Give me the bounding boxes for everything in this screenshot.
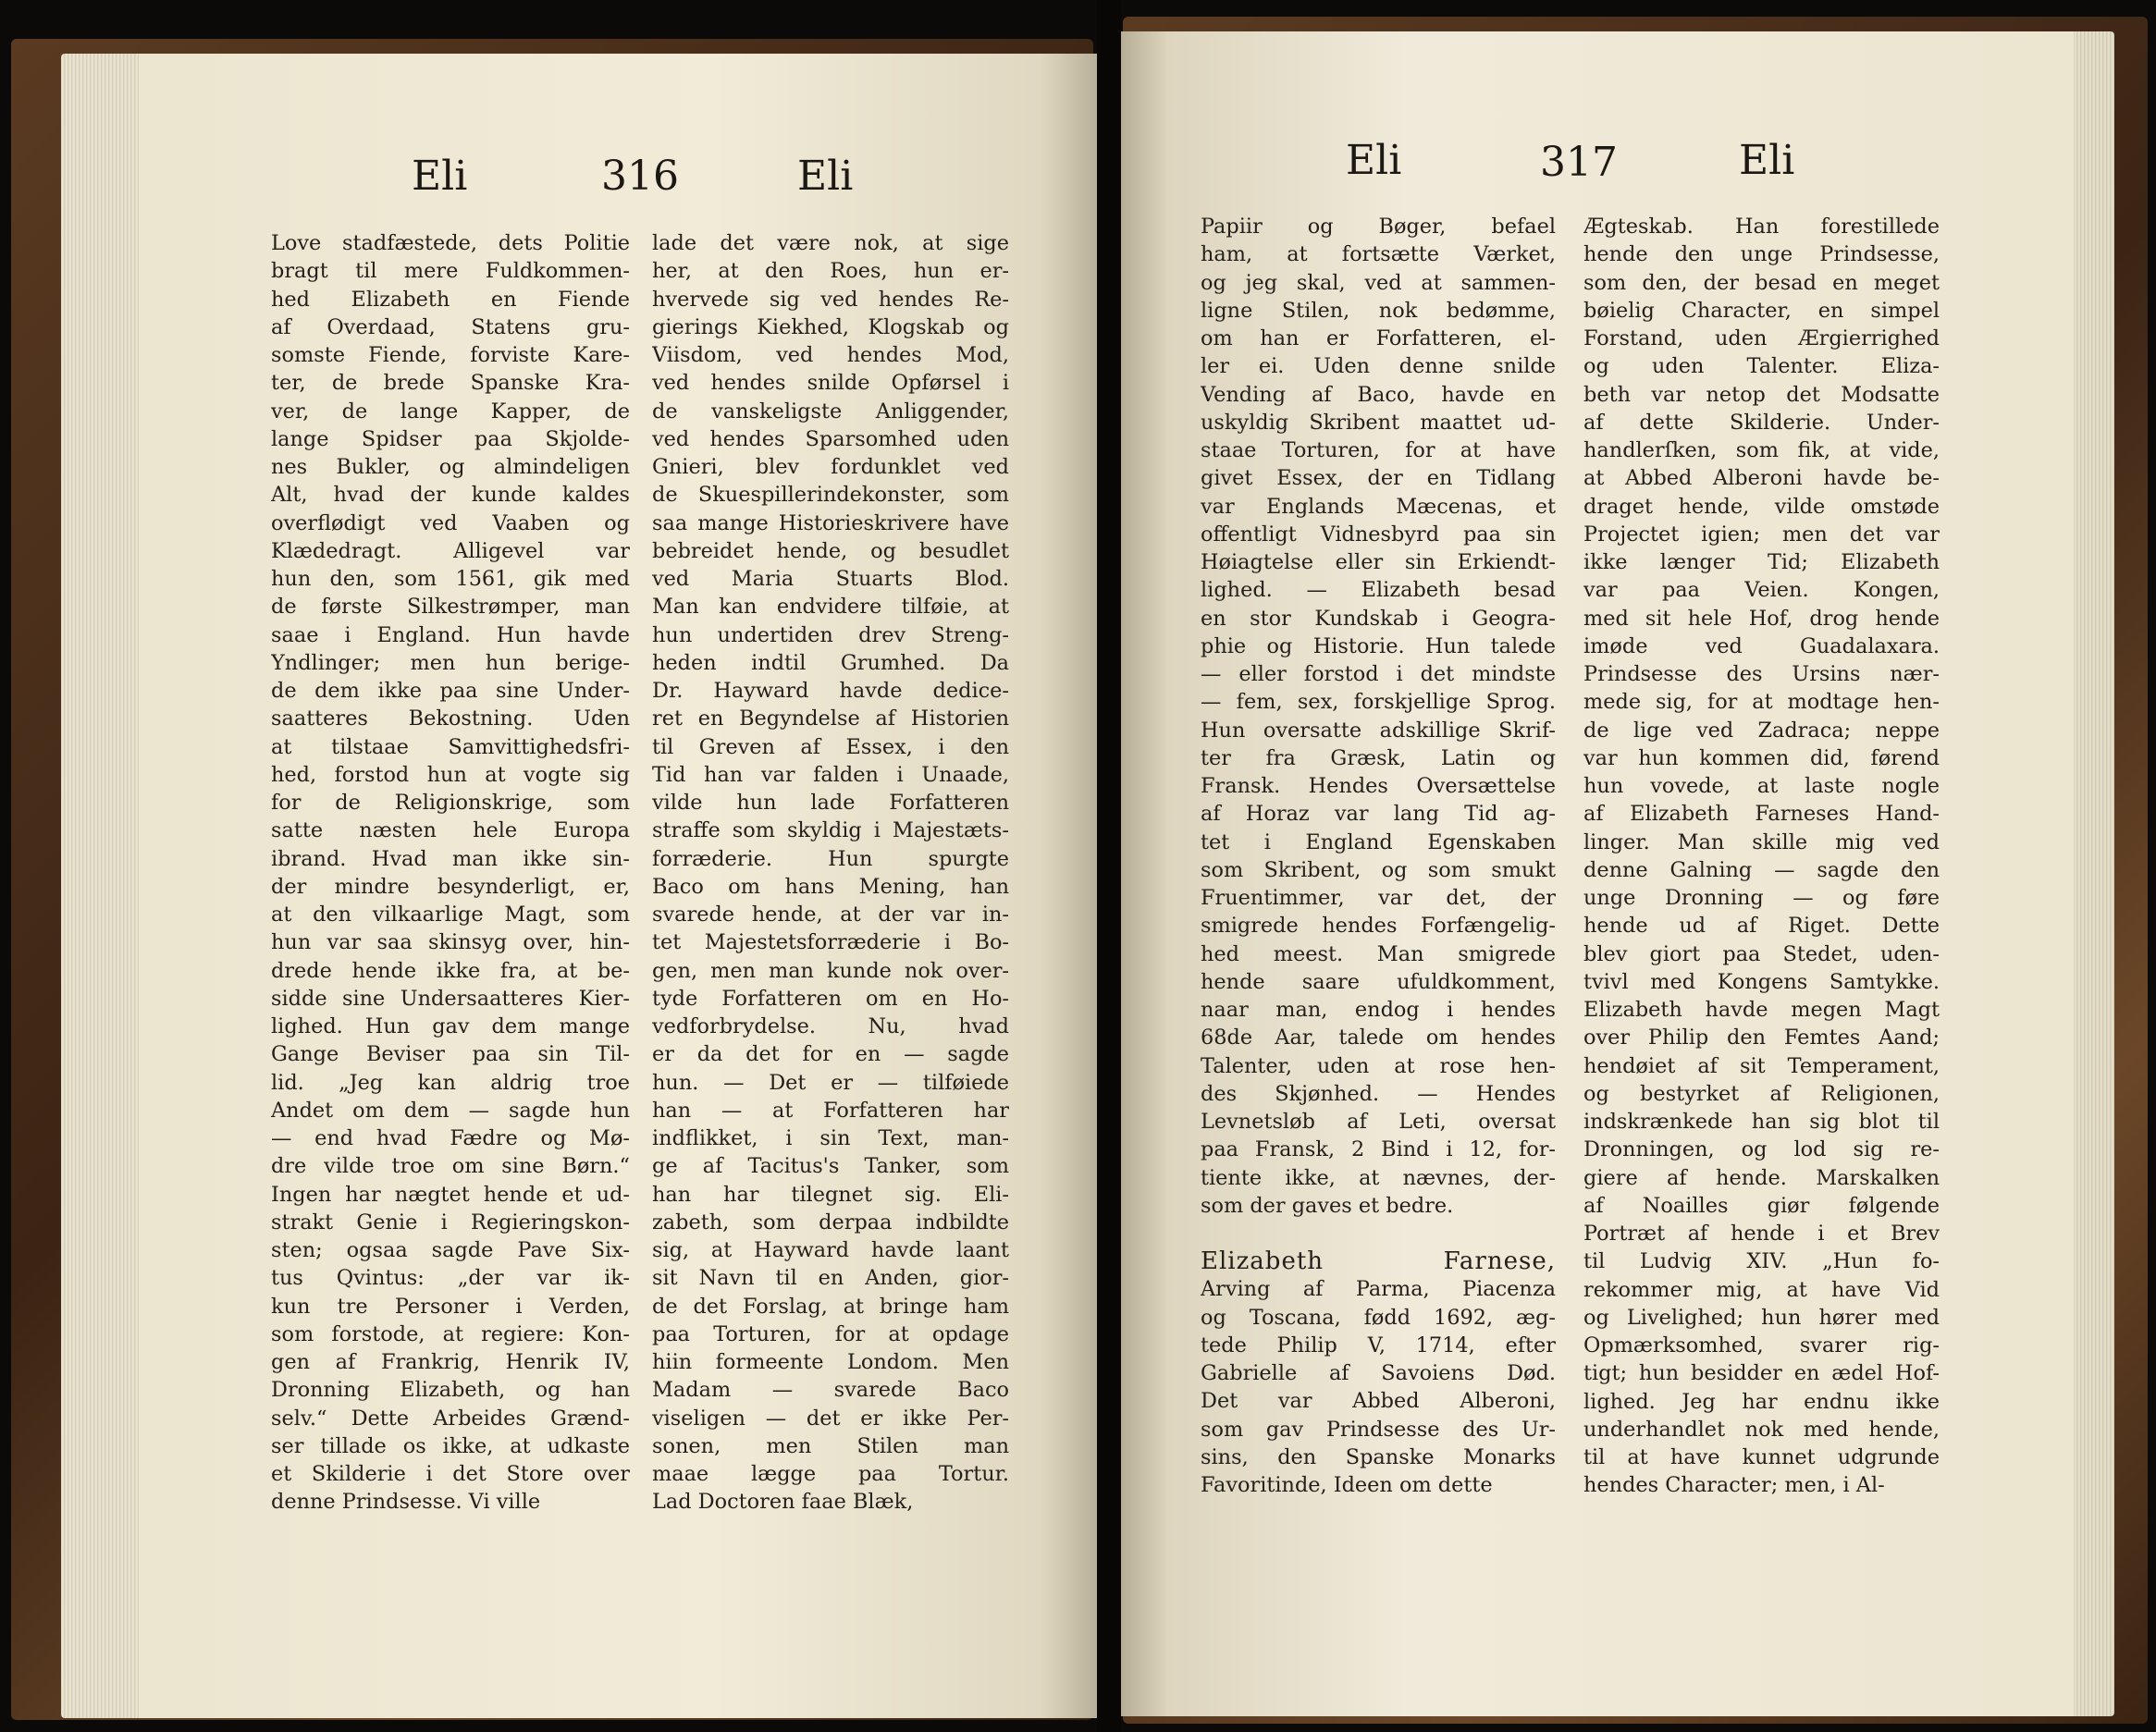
text-line: hende saare ufuldkomment, — [1201, 969, 1556, 994]
text-line: af dette Skilderie. Under- — [1583, 410, 1940, 435]
text-line: viseligen — det er ikke Per- — [652, 1406, 1009, 1431]
text-line: handlerſken, som fik, at vide, — [1583, 438, 1940, 462]
text-line: Andet om dem — sagde hun — [271, 1098, 630, 1123]
text-line: hiin formeente Londom. Men — [652, 1350, 1009, 1374]
text-line: Fruentimmer, var det, der — [1201, 886, 1556, 910]
text-line: naar man, endog i hendes — [1201, 998, 1556, 1022]
text-line: Vending af Baco, havde en — [1201, 382, 1556, 407]
text-line: Dronningen, og lod sig re- — [1583, 1137, 1940, 1162]
text-line: ter, de brede Spanske Kra- — [271, 371, 630, 396]
text-line: Hun oversatte adskillige Skrif- — [1201, 718, 1556, 743]
text-line: straffe som skyldig i Majestæts- — [652, 818, 1009, 843]
text-line: heden indtil Grumhed. Da — [652, 650, 1009, 675]
text-line: Gabrielle af Savoiens Død. — [1201, 1361, 1556, 1385]
text-line: hun den, som 1561, gik med — [271, 567, 630, 591]
text-line: af Noailles giør følgende — [1583, 1193, 1940, 1218]
text-line: sonen, men Stilen man — [652, 1433, 1009, 1458]
left-page-column-1 — [271, 229, 630, 1517]
text-line: Madam — svarede Baco — [652, 1378, 1009, 1403]
text-line: offentligt Vidnesbyrd paa sin — [1201, 522, 1556, 547]
text-line: satte næsten hele Europa — [271, 818, 630, 843]
text-line: blev giort paa Stedet, uden- — [1583, 941, 1940, 966]
text-line: staae Torturen, for at have — [1201, 438, 1556, 462]
text-line: indskrænkede han sig blot til — [1583, 1110, 1940, 1134]
text-line: imøde ved Guadalaxara. — [1583, 633, 1940, 658]
text-line: nes Bukler, og almindeligen — [271, 455, 630, 479]
text-line: saa mange Historieskrivere have — [652, 510, 1009, 535]
text-line: ibrand. Hvad man ikke sin- — [271, 846, 630, 871]
text-line: og Toscana, fødd 1692, æg- — [1201, 1305, 1556, 1330]
text-line: lid. „Jeg kan aldrig troe — [271, 1070, 630, 1095]
text-line: som den, der besad en meget — [1583, 270, 1940, 295]
text-line: ham, at fortsætte Værket, — [1201, 242, 1556, 267]
text-line: hendes Character; men, i Al- — [1583, 1473, 1885, 1498]
text-line: giere af hende. Marskalken — [1583, 1165, 1940, 1190]
text-line: des Skjønhed. — Hendes — [1201, 1081, 1556, 1106]
text-line: om han er Forfatteren, el- — [1201, 326, 1556, 350]
text-line: ge af Tacitus's Tanker, som — [652, 1154, 1009, 1179]
text-line: paa Torturen, for at opdage — [652, 1321, 1009, 1346]
text-line: Ingen har nægtet hende et ud- — [271, 1182, 630, 1207]
text-line: ved hendes snilde Opførsel i — [652, 371, 1009, 396]
text-line: paa Fransk, 2 Bind i 12, for- — [1201, 1137, 1556, 1162]
text-line: Ægteskab. Han forestillede — [1583, 215, 1940, 239]
text-line: Høiagtelse eller sin Erkiendt- — [1201, 550, 1556, 574]
right-page-column-1 — [1201, 213, 1556, 1499]
text-line: Favoritinde, Ideen om dette — [1201, 1473, 1493, 1497]
text-line: Viisdom, ved hendes Mod, — [652, 343, 1009, 367]
right-page-number: 317 — [1540, 139, 1618, 186]
text-line: forræderie. Hun spurgte — [652, 846, 1009, 871]
text-line: en stor Kundskab i Geogra- — [1201, 606, 1556, 631]
text-line: sig, at Hayward havde laant — [652, 1238, 1009, 1262]
text-line: hun. — Det er — tilføiede — [652, 1070, 1009, 1095]
text-line: Prindsesse des Ursins nær- — [1583, 662, 1940, 686]
text-line: hendøiet af sit Temperament, — [1583, 1053, 1940, 1078]
text-line: lighed. — Elizabeth besad — [1201, 578, 1556, 603]
left-page-number: 316 — [601, 153, 679, 200]
text-line: tus Qvintus: „der var ik- — [271, 1266, 630, 1291]
text-line: Papiir og Bøger, befael — [1201, 215, 1556, 239]
text-line: lighed. Jeg har endnu ikke — [1583, 1389, 1940, 1414]
text-line: bøielig Character, en simpel — [1583, 298, 1940, 323]
text-line: ved Maria Stuarts Blod. — [652, 567, 1009, 591]
text-line: de Skuespillerindekonster, som — [652, 483, 1009, 508]
text-line: ter fra Græsk, Latin og — [1201, 745, 1556, 770]
entry-elizabeth-farnese — [1201, 1247, 1556, 1499]
text-line: med sit hele Hof, drog hende — [1583, 606, 1940, 631]
text-line: hende ud af Riget. Dette — [1583, 914, 1940, 939]
text-line: Det var Abbed Alberoni, — [1201, 1389, 1556, 1414]
text-line: Forstand, uden Ærgierrighed — [1583, 326, 1940, 350]
text-line: Yndlinger; men hun berige- — [271, 650, 630, 675]
text-line: lighed. Hun gav dem mange — [271, 1014, 630, 1038]
text-line: Elizabeth havde megen Magt — [1583, 998, 1940, 1022]
text-line: bragt til mere Fuldkommen- — [271, 259, 630, 284]
text-line: Projectet igien; men det var — [1583, 522, 1940, 547]
text-line: somste Fiende, forviste Kare- — [271, 343, 630, 367]
text-line: til Ludvig XIV. „Hun fo- — [1583, 1249, 1940, 1274]
text-line: de det Forslag, at bringe ham — [652, 1294, 1009, 1319]
text-line: Gange Beviser paa sin Til- — [271, 1042, 630, 1067]
text-line: Tid han var falden i Unaade, — [652, 762, 1009, 787]
text-line: unge Dronning — og føre — [1583, 886, 1940, 910]
left-page-column-2 — [652, 229, 1009, 1517]
text-line: og jeg skal, ved at sammen- — [1201, 270, 1556, 295]
text-line: af Elizabeth Farneses Hand- — [1583, 802, 1940, 827]
text-line: selv.“ Dette Arbeides Grænd- — [271, 1406, 630, 1431]
text-line: der mindre besynderligt, er, — [271, 874, 630, 899]
text-line: overflødigt ved Vaaben og — [271, 510, 630, 535]
text-line: saae i England. Hun havde — [271, 622, 630, 647]
text-line: af Horaz var lang Tid ag- — [1201, 802, 1556, 827]
text-line: tet i England Egenskaben — [1201, 829, 1556, 854]
text-line: Dronning Elizabeth, og han — [271, 1378, 630, 1403]
text-line: Klædedragt. Alligevel var — [271, 538, 630, 563]
text-line: Fransk. Hendes Oversættelse — [1201, 774, 1556, 798]
text-line: et Skilderie i det Store over — [271, 1462, 630, 1486]
text-line: Talenter, uden at rose hen- — [1201, 1053, 1556, 1078]
text-line: Alt, hvad der kunde kaldes — [271, 483, 630, 508]
text-line: Levnetsløb af Leti, oversat — [1201, 1110, 1556, 1134]
text-line: Lad Doctoren faae Blæk, — [652, 1490, 914, 1515]
text-line: for de Religionskrige, som — [271, 791, 630, 815]
text-line: denne Galning — sagde den — [1583, 857, 1940, 882]
text-line: hun var saa skinsyg over, hin- — [271, 930, 630, 955]
text-line: som der gaves et bedre. — [1201, 1193, 1454, 1218]
text-line: vilde hun lade Forfatteren — [652, 791, 1009, 815]
text-line: ler ei. Uden denne snilde — [1201, 354, 1556, 379]
text-line: tigt; hun besidder en ædel Hof- — [1583, 1361, 1940, 1386]
text-line: linger. Man skille mig ved — [1583, 829, 1940, 854]
text-line: vedforbrydelse. Nu, hvad — [652, 1014, 1009, 1038]
text-line: de vanskeligste Anliggender, — [652, 399, 1009, 424]
text-line: Baco om hans Mening, han — [652, 874, 1009, 899]
text-line: Opmærksomhed, svarer rig- — [1583, 1333, 1940, 1357]
left-header-keyword: Eli — [412, 153, 468, 200]
text-line: tet Majestetsforræderie i Bo- — [652, 930, 1009, 955]
text-line: kun tre Personer i Verden, — [271, 1294, 630, 1319]
text-line: ser tillade os ikke, at udkaste — [271, 1433, 630, 1458]
text-line: lange Spidser paa Skjolde- — [271, 426, 630, 451]
text-line: gierings Kiekhed, Klogskab og — [652, 314, 1009, 339]
text-line: — fem, sex, forskjellige Sprog. — [1201, 690, 1556, 715]
text-line: ikke længer Tid; Elizabeth — [1583, 550, 1940, 574]
text-line: zabeth, som derpaa indbildte — [652, 1210, 1009, 1235]
text-line: han har tilegnet sig. Eli- — [652, 1182, 1009, 1207]
text-line: 68de Aar, talede om hendes — [1201, 1026, 1556, 1050]
text-line: Arving af Parma, Piacenza — [1201, 1277, 1556, 1302]
text-line: de dem ikke paa sine Under- — [271, 679, 630, 703]
text-line: han — at Forfatteren har — [652, 1098, 1009, 1123]
text-line: ret en Begyndelse af Historien — [652, 706, 1009, 731]
text-line: tyde Forfatteren om en Ho- — [652, 986, 1009, 1011]
right-header-keyword-2: Eli — [1739, 137, 1795, 184]
text-line: hed meest. Man smigrede — [1201, 941, 1556, 966]
text-line: og bestyrket af Religionen, — [1583, 1081, 1940, 1106]
text-line: ligne Stilen, nok bedømme, — [1201, 298, 1556, 323]
text-line: til at have kunnet udgrunde — [1583, 1445, 1940, 1469]
text-line: var hun kommen did, førend — [1583, 745, 1940, 770]
text-line: ved hendes Sparsomhed uden — [652, 426, 1009, 451]
text-line: til Greven af Essex, i den — [652, 734, 1009, 759]
text-line: phie og Historie. Hun talede — [1201, 633, 1556, 658]
text-line: og Livelighed; hun hører med — [1583, 1305, 1940, 1330]
text-line: sidde sine Undersaatteres Kier- — [271, 986, 630, 1011]
text-line: uskyldig Skribent maattet ud- — [1201, 410, 1556, 435]
text-line: tiente ikke, at nævnes, der- — [1201, 1165, 1556, 1190]
entry-spacer — [1201, 1220, 1556, 1247]
text-line: er da det for en — sagde — [652, 1042, 1009, 1067]
text-line: Portræt af hende i et Brev — [1583, 1222, 1940, 1246]
text-line: strakt Genie i Regieringskon- — [271, 1210, 630, 1235]
right-header-keyword: Eli — [1346, 137, 1402, 184]
text-line: de lige ved Zadraca; neppe — [1583, 718, 1940, 743]
text-line: Man kan endvidere tilføie, at — [652, 595, 1009, 620]
text-line: her, at den Roes, hun er- — [652, 259, 1009, 284]
text-line: hed, forstod hun at vogte sig — [271, 762, 630, 787]
text-line: hvervede sig ved hendes Re- — [652, 287, 1009, 312]
text-line: at tilstaae Samvittighedsfri- — [271, 734, 630, 759]
text-line: Love stadfæstede, dets Politie — [271, 231, 630, 255]
text-line: indflikket, i sin Text, man- — [652, 1126, 1009, 1150]
text-line: — end hvad Fædre og Mø- — [271, 1126, 630, 1150]
text-line: tede Philip V, 1714, efter — [1201, 1333, 1556, 1357]
text-line: af Overdaad, Statens gru- — [271, 314, 630, 339]
text-line: hende den unge Prindsesse, — [1583, 242, 1940, 267]
text-line: underhandlet nok med hende, — [1583, 1417, 1940, 1442]
right-page-column-2 — [1583, 213, 1940, 1500]
text-line: var paa Veien. Kongen, — [1583, 578, 1940, 603]
text-line: givet Essex, der en Tidlang — [1201, 466, 1556, 491]
text-line: som forstode, at regiere: Kon- — [271, 1321, 630, 1346]
text-line: saatteres Bekostning. Uden — [271, 706, 630, 731]
text-line: smigrede hendes Forfængelig- — [1201, 914, 1556, 939]
text-line: hun undertiden drev Streng- — [652, 622, 1009, 647]
text-line: tvivl med Kongens Samtykke. — [1583, 969, 1940, 994]
text-line: og uden Talenter. Eliza- — [1583, 354, 1940, 379]
book-gutter — [1097, 0, 1121, 1732]
text-line: Gnieri, blev fordunklet ved — [652, 455, 1009, 479]
text-line: som Skribent, og som smukt — [1201, 857, 1556, 882]
text-line: — eller forstod i det mindste — [1201, 662, 1556, 686]
text-line: rekommer mig, at have Vid — [1583, 1277, 1940, 1302]
page-edges-left — [61, 54, 146, 1718]
text-line: Elizabeth Farnese, — [1201, 1247, 1556, 1275]
text-line: mede sig, for at modtage hen- — [1583, 690, 1940, 715]
right-col1-body — [1201, 213, 1556, 1220]
text-line: hed Elizabeth en Fiende — [271, 287, 630, 312]
text-line: draget hende, vilde omstøde — [1583, 494, 1940, 519]
text-line: sins, den Spanske Monarks — [1201, 1444, 1556, 1469]
text-line: maae lægge paa Tortur. — [652, 1462, 1009, 1486]
text-line: svarede hende, at der var in- — [652, 903, 1009, 927]
text-line: gen af Frankrig, Henrik IV, — [271, 1350, 630, 1374]
text-line: hun vovede, at laste nogle — [1583, 774, 1940, 798]
text-line: at den vilkaarlige Magt, som — [271, 903, 630, 927]
text-line: dre vilde troe om sine Børn.“ — [271, 1154, 630, 1179]
text-line: ver, de lange Kapper, de — [271, 399, 630, 424]
text-line: som gav Prindsesse des Ur- — [1201, 1417, 1556, 1442]
text-line: sten; ogsaa sagde Pave Six- — [271, 1238, 630, 1262]
text-line: Dr. Hayward havde dedice- — [652, 679, 1009, 703]
left-header-keyword-2: Eli — [797, 153, 854, 200]
text-line: de første Silkestrømper, man — [271, 595, 630, 620]
text-line: bebreidet hende, og besudlet — [652, 538, 1009, 563]
text-line: gen, men man kunde nok over- — [652, 958, 1009, 983]
text-line: beth var netop det Modsatte — [1583, 382, 1940, 407]
text-line: at Abbed Alberoni havde be- — [1583, 466, 1940, 491]
text-line: over Philip den Femtes Aand; — [1583, 1026, 1940, 1050]
text-line: denne Prindsesse. Vi ville — [271, 1490, 541, 1515]
text-line: var Englands Mæcenas, et — [1201, 494, 1556, 519]
text-line: lade det være nok, at sige — [652, 231, 1009, 255]
text-line: sit Navn til en Anden, gior- — [652, 1266, 1009, 1291]
text-line: drede hende ikke fra, at be- — [271, 958, 630, 983]
